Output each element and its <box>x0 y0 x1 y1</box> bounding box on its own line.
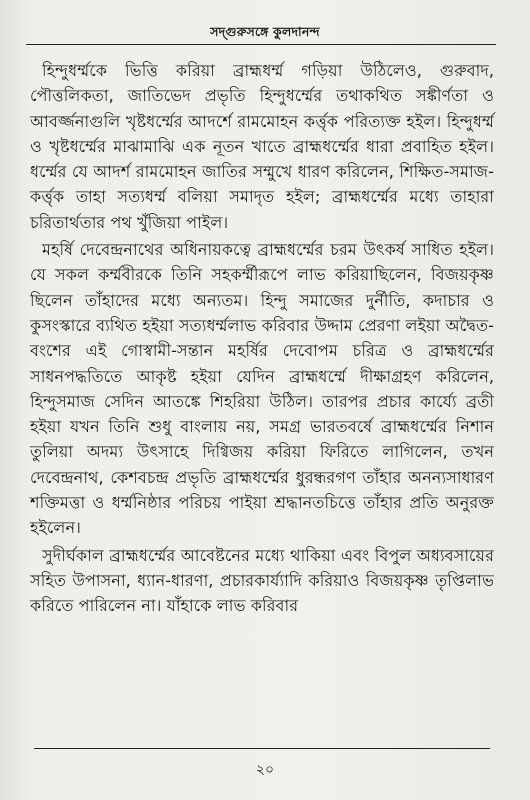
paragraph: সুদীর্ঘকাল ব্রাহ্মধর্ম্মের আবেষ্টনের মধ্যে থাকিয়া এবং বিপুল অধ্যবসায়ের সহিত উপাসনা, ধ্যান-ধারণা, প্রচারকার্য্যাদি করিয়াও বিজয়কৃষ্ণ তৃপ্তিলাভ করিতে পারিলেন না। যাঁহাকে লাভ করিবার <box>30 545 494 616</box>
paragraph: হিন্দুধর্ম্মকে ভিত্তি করিয়া ব্রাহ্মধর্ম্ম গড়িয়া উঠিলেও, গুরুবাদ, পৌত্তলিকতা, জাতিভেদ প্রভৃতি হিন্দুধর্ম্মের তথাকথিত সঙ্কীর্ণতা ও আবর্জ্জনাগুলি খৃষ্টধর্ম্মের আদর্শে রামমোহন কর্ত্তৃক পরিত্যক্ত হইল। হিন্দুধর্ম্ম ও খৃষ্টধর্ম্মের মাঝামাঝি এক নূতন খাতে ব্রাহ্মধর্ম্মের ধারা প্রবাহিত হইল। ধর্ম্মের যে আদর্শ রামমোহন জাতির সম্মুখে ধারণ করিলেন, শিক্ষিত-সমাজ-কর্ত্তৃক তাহা সত্যধর্ম্ম বলিয়া সমাদৃত হইল; ব্রাহ্মধর্ম্মের মধ্যে তাহারা চরিতার্থতার পথ খুঁজিয়া পাইল। <box>30 61 494 232</box>
header-rule <box>26 44 496 45</box>
body-text <box>30 58 494 619</box>
paragraph: মহর্ষি দেবেন্দ্রনাথের অধিনায়কত্বে ব্রাহ্মধর্ম্মের চরম উৎকর্ষ সাধিত হইল। যে সকল কর্ম্মবীরকে তিনি সহকর্ম্মীরূপে লাভ করিয়াছিলেন, বিজয়কৃষ্ণ ছিলেন তাঁহাদের মধ্যে অন্যতম। হিন্দু সমাজের দুর্নীতি, কদাচার ও কুসংস্কারে ব্যথিত হইয়া সত্যধর্ম্মলাভ করিবার উদ্দাম প্রেরণা লইয়া অদ্বৈত-বংশের এই গোস্বামী-সন্তান মহর্ষির দেবোপম চরিত্র ও ব্রাহ্মধর্ম্মের সাধনপদ্ধতিতে আকৃষ্ট হইয়া যেদিন ব্রাহ্মধর্ম্মে দীক্ষাগ্রহণ করিলেন, হিন্দুসমাজ সেদিন আতঙ্কে শিহরিয়া উঠিল। তারপর প্রচার কার্য্যে ব্রতী হইয়া যখন তিনি শুধু বাংলায় নয়, সমগ্র ভারতবর্ষে ব্রাহ্মধর্ম্মের নিশান তুলিয়া অদম্য উৎসাহে দিগ্বিজয় করিয়া ফিরিতে লাগিলেন, তখন দেবেন্দ্রনাথ, কেশবচন্দ্র প্রভৃতি ব্রাহ্মধর্ম্মের ধুরন্ধরগণ তাঁহার অনন্যসাধারণ শক্তিমত্তা ও ধর্ম্মনিষ্ঠার পরিচয় পাইয়া শ্রদ্ধানতচিত্তে তাঁহার প্রতি অনুরক্ত হইলেন। <box>30 240 494 538</box>
page-number: ২০ <box>255 762 275 778</box>
footer-rule <box>34 748 490 749</box>
running-header: সদ্গুরুসঙ্গে কুলদানন্দ <box>210 24 320 39</box>
